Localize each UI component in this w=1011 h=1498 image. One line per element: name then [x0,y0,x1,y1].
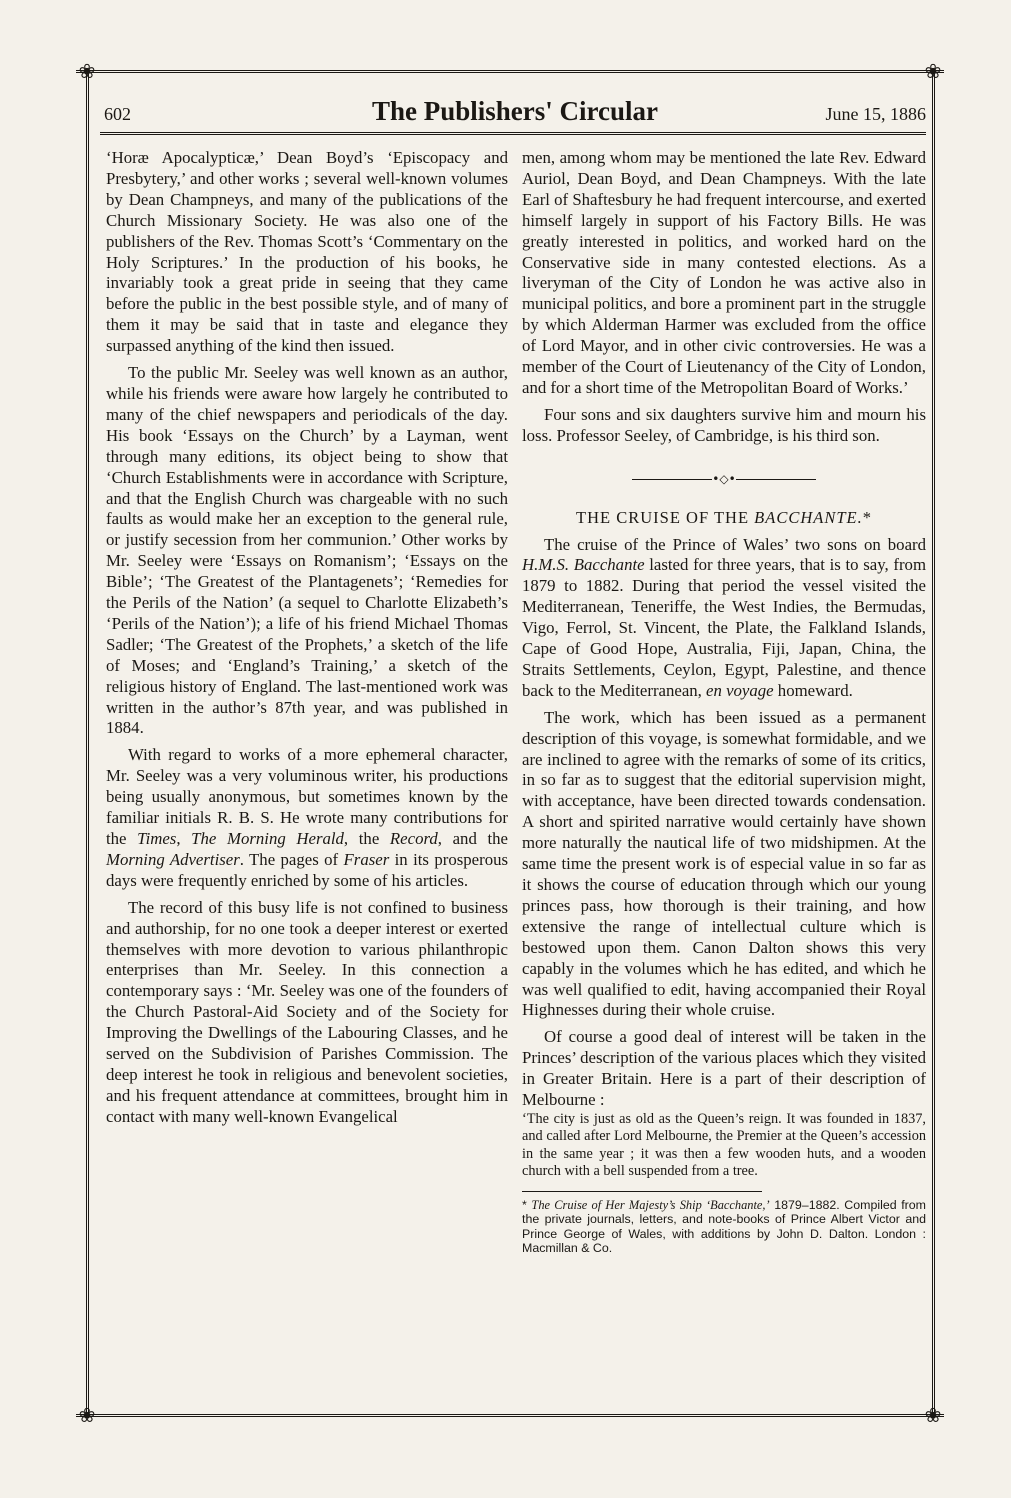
publication-name: The Morning Herald [191,829,344,848]
left-column [106,148,508,1128]
top-border-rule [76,70,944,73]
floral-ornament-icon: ❀ [924,59,942,83]
publication-title: The Publishers' Circular [371,96,659,126]
left-border-rule [86,72,89,1416]
paragraph: The work, which has been issued as a permanent description of this voyage, is somewhat formidable, and we are inclined to agree with the remarks of some of its critics, in so far as to suggest that the editorial supervision might, with acceptance, have been directed towards condensation. A short and spirited narrative would certainly have shown more naturally the nautical life of two midshipmen. At the same time the present work is of especial value in so far as it shows the course of education through which our young princes pass, how thorough is their training, and how extensive the range of intellectual culture which is bestowed upon them. Canon Dalton shows this very capably in the volumes which he has edited, and which he was well qualified to edit, having accompanied their Royal Highnesses during their whole cruise. [522,707,926,1020]
paragraph: The cruise of the Prince of Wales’ two sons on board H.M.S. Bacchante lasted for three years, that is to say, from 1879 to 1882. During that period the vessel visited the Mediterranean, Teneriffe, the West Indies, the Bermudas, Vigo, Ferrol, St. Vincent, the Plate, the Falkland Islands, Cape of Good Hope, Australia, Fiji, Japan, China, the Straits Settlements, Ceylon, Egypt, Palestine, and thence back to the Mediterranean, en voyage homeward. [522,534,926,700]
page-number: 602 [104,104,131,124]
paragraph: men, among whom may be mentioned the late Rev. Edward Auriol, Dean Boyd, and Dean Champneys. With the late Earl of Shaftesbury he had frequent intercourse, and exerted himself largely in support of his Factory Bills. He was greatly interested in politics, and worked hard on the Conservative side in many contested elections. As a liveryman of the City of London he was active also in municipal politics, and bore a prominent part in the struggle by which Alderman Harmer was excluded from the office of Lord Mayor, and in other civic controversies. He was a member of the Court of Lieutenancy of the City of London, and for a short time of the Metropolitan Board of Works.’ [522,148,926,397]
ship-name: H.M.S. Bacchante [522,555,645,575]
publication-name: Times [137,829,177,848]
footnote-rule [522,1191,762,1192]
publication-name: Fraser [343,849,390,869]
header-rule [100,132,926,135]
bottom-border-rule [76,1414,944,1417]
paragraph: The record of this busy life is not confined to business and authorship, for no one took a deeper interest or exerted themselves with more devotion to various philanthropic enterprises than Mr. Seeley. In this connection a contemporary says : ‘Mr. Seeley was one of the founders of the Church Pastoral-Aid Society and of the Society for Improving the Dwellings of the Labouring Classes, and he served on the Subdivision of Parishes Commission. The deep interest he took in religious and benevolent societies, and his frequent attendance at committees, brought him in contact with many well-known Evangelical [106,897,508,1126]
section-divider: •◇• [522,469,926,490]
paragraph: To the public Mr. Seeley was well known as an author, while his friends were aware how largely he contributed to many of the chief newspapers and periodicals of the day. His book ‘Essays on the Church’ by a Layman, went through many editions, its object being to show that ‘Church Establishments were in accordance with Scripture, and that the English Church was chargeable with no such faults as would make her an exception to the general rule, or justify secession from her communion.’ Other works by Mr. Seeley were ‘Essays on Romanism’; ‘Essays on the Bible’; ‘The Greatest of the Plantagenets’; ‘Remedies for the Perils of the Nation’ (a sequel to Charlotte Elizabeth’s ‘Perils of the Nation’); a life of his friend Michael Thomas Sadler; ‘The Greatest of the Prophets,’ a sketch of the life of Moses; and ‘England’s Training,’ a sketch of the religious history of England. The last-mentioned work was written in the author’s 87th year, and was published in 1884. [106,363,508,738]
paragraph: ‘Horæ Apocalypticæ,’ Dean Boyd’s ‘Episcopacy and Presbytery,’ and other works ; several well-known volumes by Dean Champneys, and many of the publications of the Church Missionary Society. He was also one of the publishers of the Rev. Thomas Scott’s ‘Commentary on the Holy Scriptures.’ In the production of his books, he invariably took a great pride in seeing that they came before the public in the best possible style, and of many of them it may be said that in taste and elegance they surpassed anything of the kind then issued. [106,148,508,356]
section-title: THE CRUISE OF THE BACCHANTE.* [576,507,872,527]
floral-ornament-icon: ❀ [78,1403,96,1427]
right-border-rule [932,72,935,1416]
issue-date: June 15, 1886 [825,104,926,124]
floral-ornament-icon: ❀ [924,1403,942,1427]
publication-name: Record [389,829,438,848]
paragraph: Four sons and six daughters survive him and mourn his loss. Professor Seeley, of Cambridge, is his third son. [522,404,926,445]
book-title: The Cruise of Her Majesty’s Ship ‘Bacchante,’ [531,1197,770,1212]
publication-name: Morning Advertiser [106,849,240,869]
paragraph: Of course a good deal of interest will be taken in the Princes’ description of the various places which they visited in Greater Britain. Here is a part of their description of Melbourne : [522,1027,926,1110]
footnote: * The Cruise of Her Majesty’s Ship ‘Bacchante,’ 1879–1882. Compiled from the private journals, letters, and note-books of Prince Albert Victor and Prince George of Wales, with additions by John D. Dalton. London : Macmillan & Co. [522,1197,926,1256]
right-column [522,148,926,1256]
floral-ornament-icon: ❀ [78,59,96,83]
page-header [104,96,926,130]
paragraph: With regard to works of a more ephemeral character, Mr. Seeley was a very voluminous writer, his productions being usually anonymous, but sometimes known by the familiar initials R. B. S. He wrote many contributions for the Times, The Morning Herald, the Record, and the Morning Advertiser. The pages of Fraser in its prosperous days were frequently enriched by some of his articles. [106,745,509,890]
block-quote: ‘The city is just as old as the Queen’s reign. It was founded in 1837, and called after Lord Melbourne, the Premier at the Queen’s accession in the same year ; it was then a few wooden huts, and a wooden church with a bell suspended from a tree. [522,1110,926,1180]
